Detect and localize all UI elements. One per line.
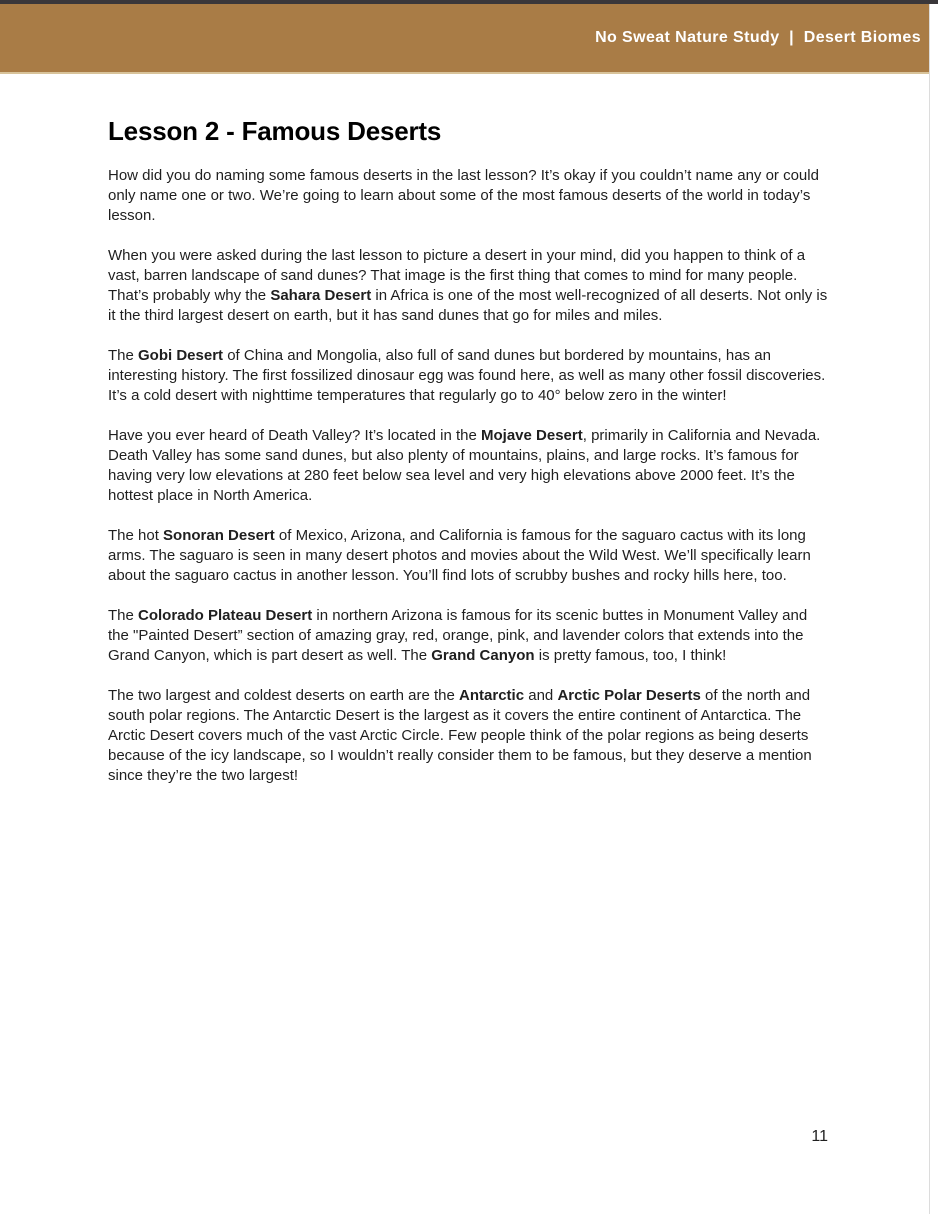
viewer-top-strip <box>0 0 938 4</box>
header-title: No Sweat Nature Study | Desert Biomes <box>595 29 921 46</box>
header-bar <box>0 4 929 74</box>
paragraph: The Colorado Plateau Desert in northern Arizona is famous for its scenic buttes in Monument Valley and the "Painted Desert” section of amazing gray, red, orange, pink, and lavender colors that extends into the Grand Canyon, which is part desert as well. The Grand Canyon is pretty famous, too, I think! <box>108 607 808 664</box>
paragraph: The Gobi Desert of China and Mongolia, also full of sand dunes but bordered by mountains, has an interesting history. The first fossilized dinosaur egg was found here, as well as many other fossil discoveries. It’s a cold desert with nighttime temperatures that regularly go to 40° below zero in the winter! <box>108 347 826 404</box>
paragraph: How did you do naming some famous deserts in the last lesson? It’s okay if you couldn’t name any or could only name one or two. We’re going to learn about some of the most famous deserts of the world in today’s lesson. <box>108 167 819 224</box>
page-content <box>0 116 929 786</box>
paragraph: The two largest and coldest deserts on earth are the Antarctic and Arctic Polar Deserts of the north and south polar regions. The Antarctic Desert is the largest as it covers the entire continent of Antarctica. The Arctic Desert covers much of the vast Arctic Circle. Few people think of the polar regions as being deserts because of the icy landscape, so I wouldn’t really consider them to be famous, but they deserve a mention since they’re the two largest! <box>108 687 812 784</box>
lesson-body <box>108 166 827 786</box>
paragraph: When you were asked during the last lesson to picture a desert in your mind, did you happen to think of a vast, barren landscape of sand dunes? That image is the first thing that comes to mind for many people. That’s probably why the Sahara Desert in Africa is one of the most well-recognized of all deserts. Not only is it the third largest desert on earth, but it has sand dunes that go for miles and miles. <box>108 247 828 324</box>
lesson-title: Lesson 2 - Famous Deserts <box>108 116 442 146</box>
paragraph: The hot Sonoran Desert of Mexico, Arizona, and California is famous for the saguaro cactus with its long arms. The saguaro is seen in many desert photos and movies about the Wild West. We’ll specifically learn about the saguaro cactus in another lesson. You’ll find lots of scrubby bushes and rocky hills here, too. <box>108 527 811 584</box>
page-number: 11 <box>811 1128 828 1145</box>
paragraph: Have you ever heard of Death Valley? It’s located in the Mojave Desert, primarily in California and Nevada. Death Valley has some sand dunes, but also plenty of mountains, plains, and large rocks. It’s famous for having very low elevations at 280 feet below sea level and very high elevations above 2000 feet. It’s the hottest place in North America. <box>108 427 821 504</box>
